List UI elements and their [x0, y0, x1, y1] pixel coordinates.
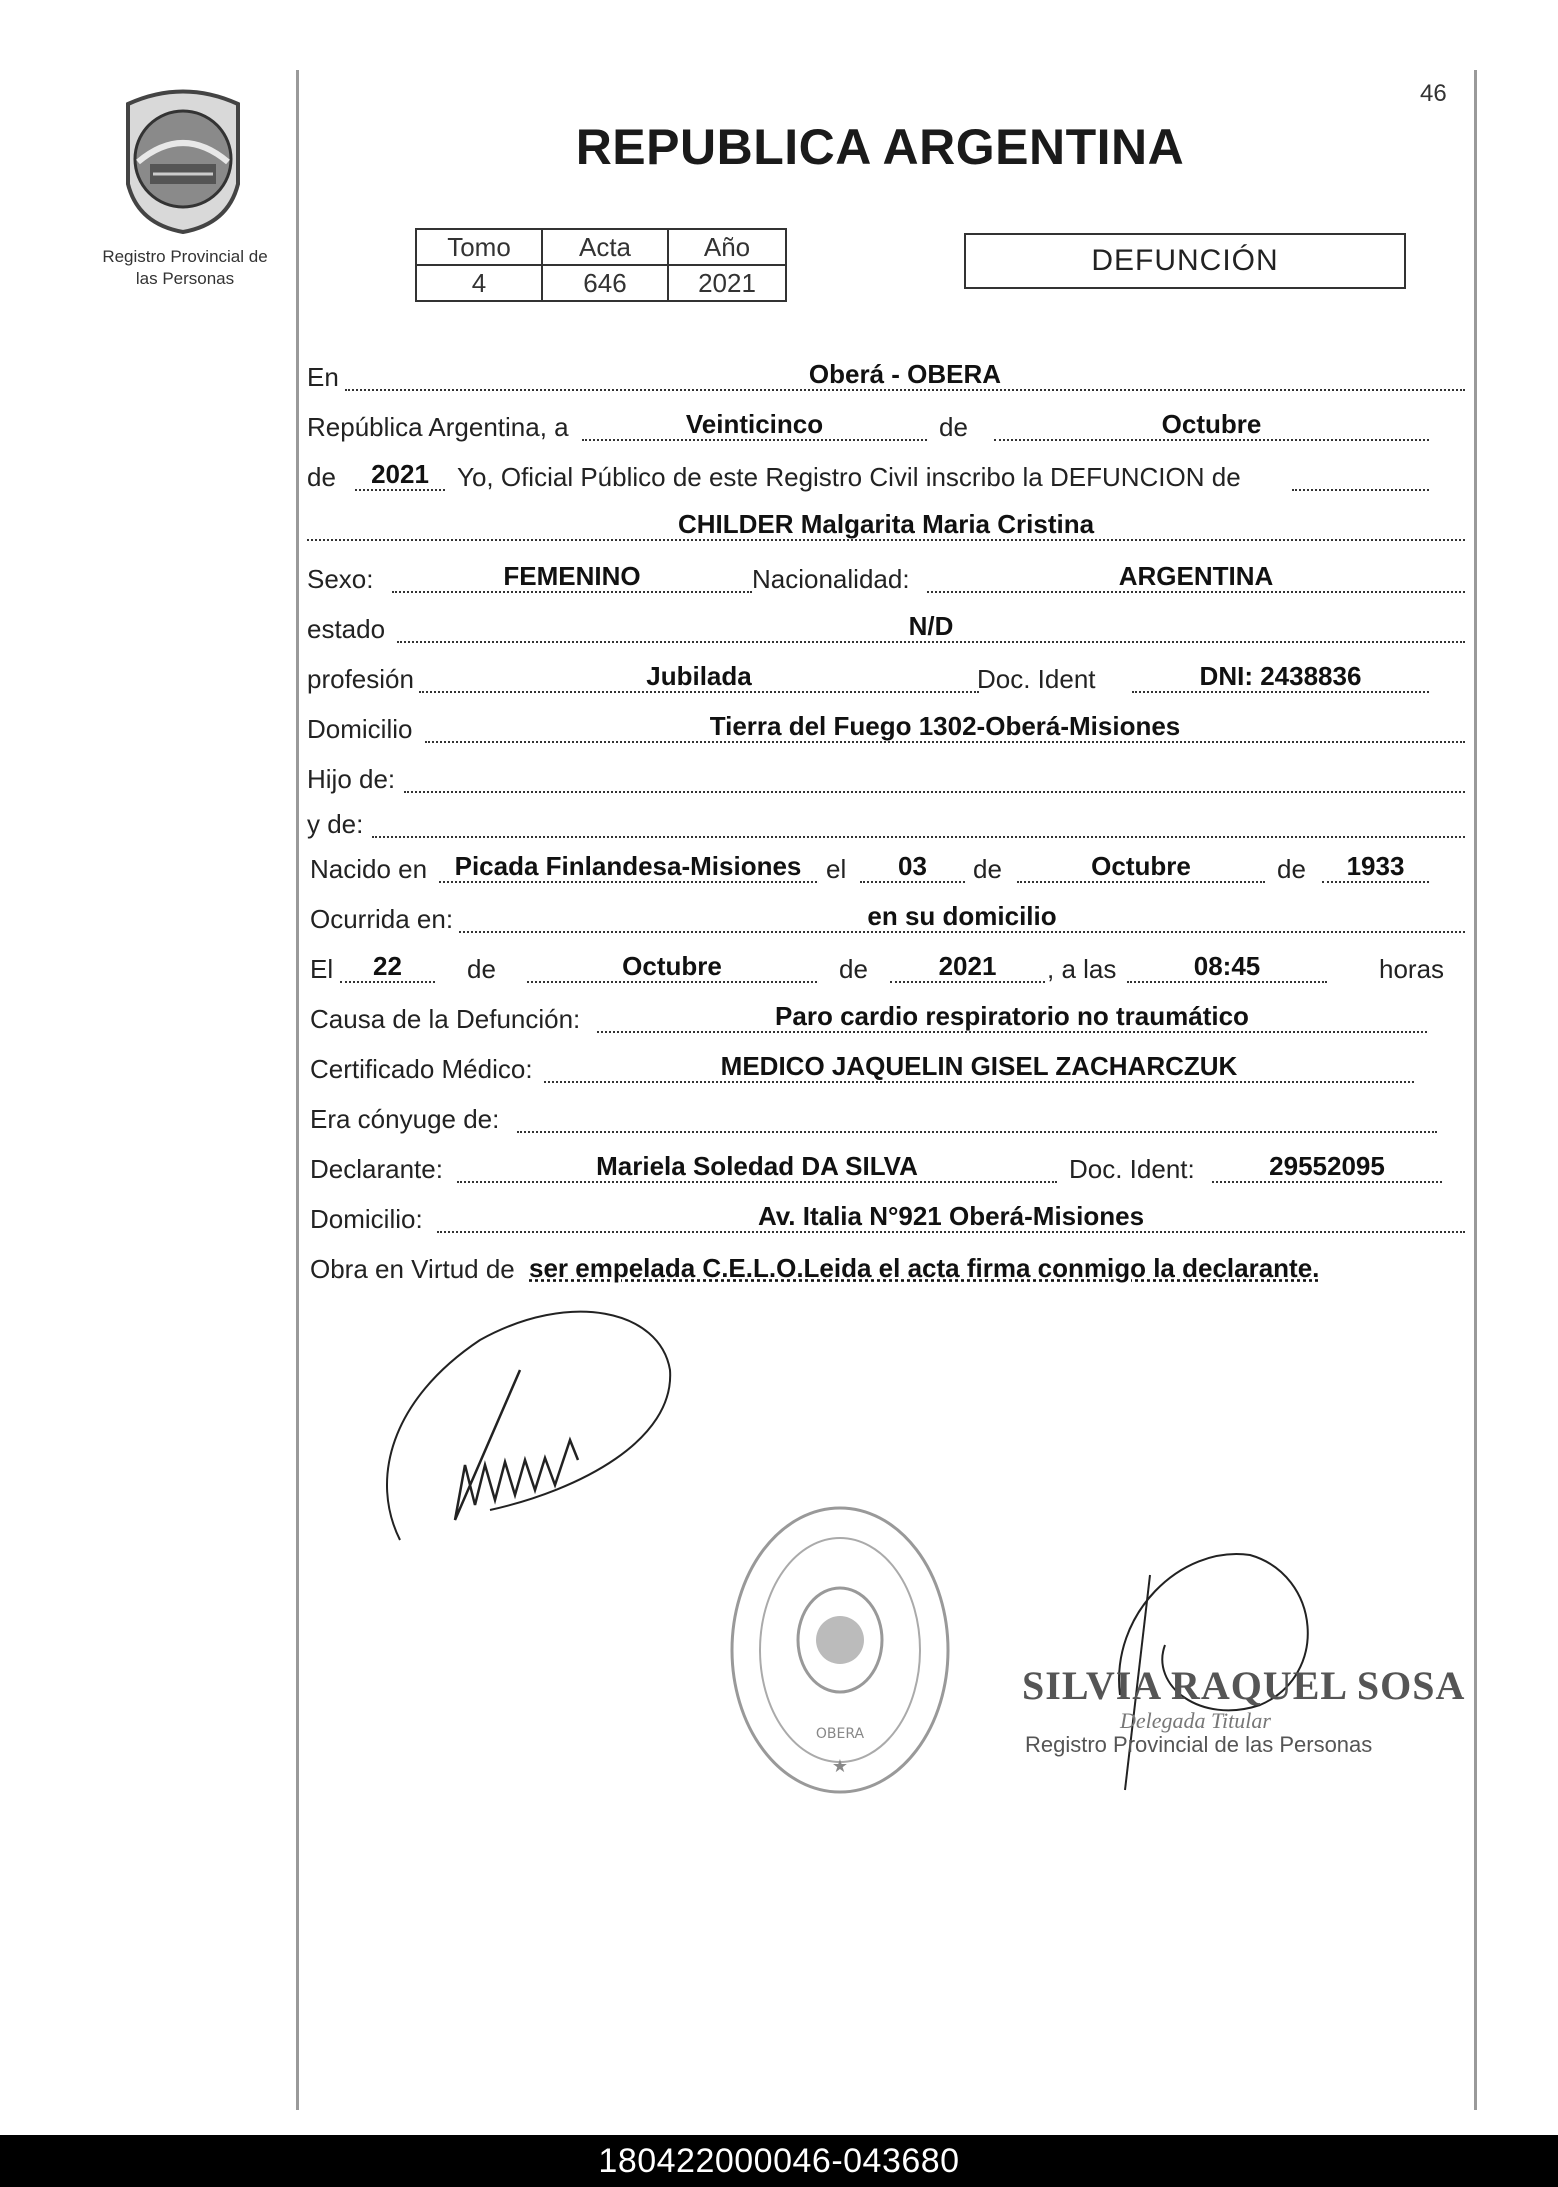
yde-value [372, 802, 1465, 838]
el-label: el [826, 854, 847, 884]
nacido-anio: 1933 [1322, 847, 1429, 883]
deceased-name: CHILDER Malgarita Maria Cristina [307, 505, 1465, 541]
obra-value: ser empelada C.E.L.O.Leida el acta firma conmigo la declarante. [529, 1253, 1320, 1283]
line-domicilio [307, 707, 1465, 747]
republica-label: República Argentina, a [307, 412, 569, 442]
line-en [307, 355, 1465, 395]
right-margin-line [1474, 70, 1477, 2110]
day-words: Veinticinco [582, 405, 927, 441]
declarante-value: Mariela Soledad DA SILVA [457, 1147, 1057, 1183]
nacido-dia: 03 [860, 847, 965, 883]
certificado-value: MEDICO JAQUELIN GISEL ZACHARCZUK [544, 1047, 1414, 1083]
line-ocurrida [307, 897, 1465, 937]
nacido-mes: Octubre [1017, 847, 1265, 883]
domicilio2-value: Av. Italia N°921 Oberá-Misiones [437, 1197, 1465, 1233]
registry-label-line1: Registro Provincial de [102, 247, 268, 266]
page-number: 46 [1420, 80, 1447, 107]
conyuge-value [517, 1097, 1437, 1133]
line-estado [307, 607, 1465, 647]
nacionalidad-value: ARGENTINA [927, 557, 1465, 593]
declarant-signature [370, 1290, 680, 1550]
line-name [307, 505, 1465, 545]
obra-label: Obra en Virtud de [310, 1254, 515, 1284]
official-stamp [725, 1500, 955, 1800]
official-registry: Registro Provincial de las Personas [1025, 1732, 1373, 1757]
ocurrida-value: en su domicilio [459, 897, 1465, 933]
estado-value: N/D [397, 607, 1465, 643]
official-role: Delegada Titular [1120, 1708, 1271, 1733]
certificado-label: Certificado Médico: [310, 1054, 533, 1084]
yde-label: y de: [307, 809, 364, 839]
anio-value: 2021 [668, 265, 786, 301]
hijo-label: Hijo de: [307, 764, 396, 794]
de-label-5: de [839, 954, 868, 984]
anio-header: Año [668, 229, 786, 265]
line-declarante [307, 1147, 1465, 1187]
profesion-value: Jubilada [419, 657, 979, 693]
statement-blank [1292, 455, 1429, 491]
line-hijo [307, 757, 1465, 797]
line-nacido [307, 847, 1465, 887]
muerte-anio: 2021 [890, 947, 1045, 983]
causa-value: Paro cardio respiratorio no traumático [597, 997, 1427, 1033]
line-profesion [307, 657, 1465, 697]
profesion-label: profesión [307, 664, 414, 694]
ocurrida-label: Ocurrida en: [310, 904, 454, 934]
line-causa [307, 997, 1465, 1037]
de-label-3: de [1277, 854, 1306, 884]
line-obra [307, 1247, 1465, 1287]
en-label: En [307, 362, 339, 392]
conyuge-label: Era cónyuge de: [310, 1104, 500, 1134]
hijo-value [404, 757, 1465, 793]
month: Octubre [994, 405, 1429, 441]
de-label-4: de [467, 954, 496, 984]
line-year [307, 455, 1465, 495]
line-certificado [307, 1047, 1465, 1087]
estado-label: estado [307, 614, 386, 644]
hora: 08:45 [1127, 947, 1327, 983]
domicilio2-label: Domicilio: [310, 1204, 423, 1234]
horas-label: horas [1379, 954, 1445, 984]
svg-text:★: ★ [831, 1756, 849, 1777]
year-de-label: de [307, 462, 336, 492]
left-margin-line [296, 70, 299, 2110]
line-sexo [307, 557, 1465, 597]
tomo-header: Tomo [416, 229, 542, 265]
stamp-city: OBERA [815, 1726, 865, 1742]
document-type-box: DEFUNCIÓN [964, 233, 1406, 289]
de-label-1: de [939, 412, 968, 442]
line-conyuge [307, 1097, 1465, 1137]
registry-label-line2: las Personas [135, 269, 235, 288]
acta-value: 646 [542, 265, 668, 301]
de-label-2: de [973, 854, 1002, 884]
line-yde [307, 802, 1465, 842]
alas-label: , a las [1047, 954, 1117, 984]
line-domicilio2 [307, 1197, 1465, 1237]
provincial-seal [108, 84, 258, 234]
sexo-label: Sexo: [307, 564, 374, 594]
el2-label: El [310, 954, 334, 984]
causa-label: Causa de la Defunción: [310, 1004, 581, 1034]
muerte-dia: 22 [340, 947, 435, 983]
doc2-label: Doc. Ident: [1069, 1154, 1195, 1184]
tomo-value: 4 [416, 265, 542, 301]
doc-ident-label: Doc. Ident [977, 664, 1096, 694]
nacido-label: Nacido en [310, 854, 428, 884]
declarante-label: Declarante: [310, 1154, 443, 1184]
muerte-mes: Octubre [527, 947, 817, 983]
domicilio-value: Tierra del Fuego 1302-Oberá-Misiones [425, 707, 1465, 743]
doc2-value: 29552095 [1212, 1147, 1442, 1183]
sexo-value: FEMENINO [392, 557, 752, 593]
footer-code: 180422000046-043680 [0, 2135, 1558, 2187]
line-fecha-muerte [307, 947, 1465, 987]
official-name: SILVIA RAQUEL SOSA [1022, 1663, 1466, 1708]
domicilio-label: Domicilio [307, 714, 413, 744]
nacido-lugar: Picada Finlandesa-Misiones [439, 847, 817, 883]
statement: Yo, Oficial Público de este Registro Civil inscribo la DEFUNCION de [457, 462, 1241, 492]
doc-ident-value: DNI: 2438836 [1132, 657, 1429, 693]
document-title: REPUBLICA ARGENTINA [575, 119, 1185, 175]
acta-header: Acta [542, 229, 668, 265]
registry-label [80, 246, 290, 290]
line-republica [307, 405, 1465, 445]
en-value: Oberá - OBERA [345, 355, 1465, 391]
year: 2021 [355, 455, 445, 491]
nacionalidad-label: Nacionalidad: [752, 564, 910, 594]
record-table [415, 228, 787, 302]
